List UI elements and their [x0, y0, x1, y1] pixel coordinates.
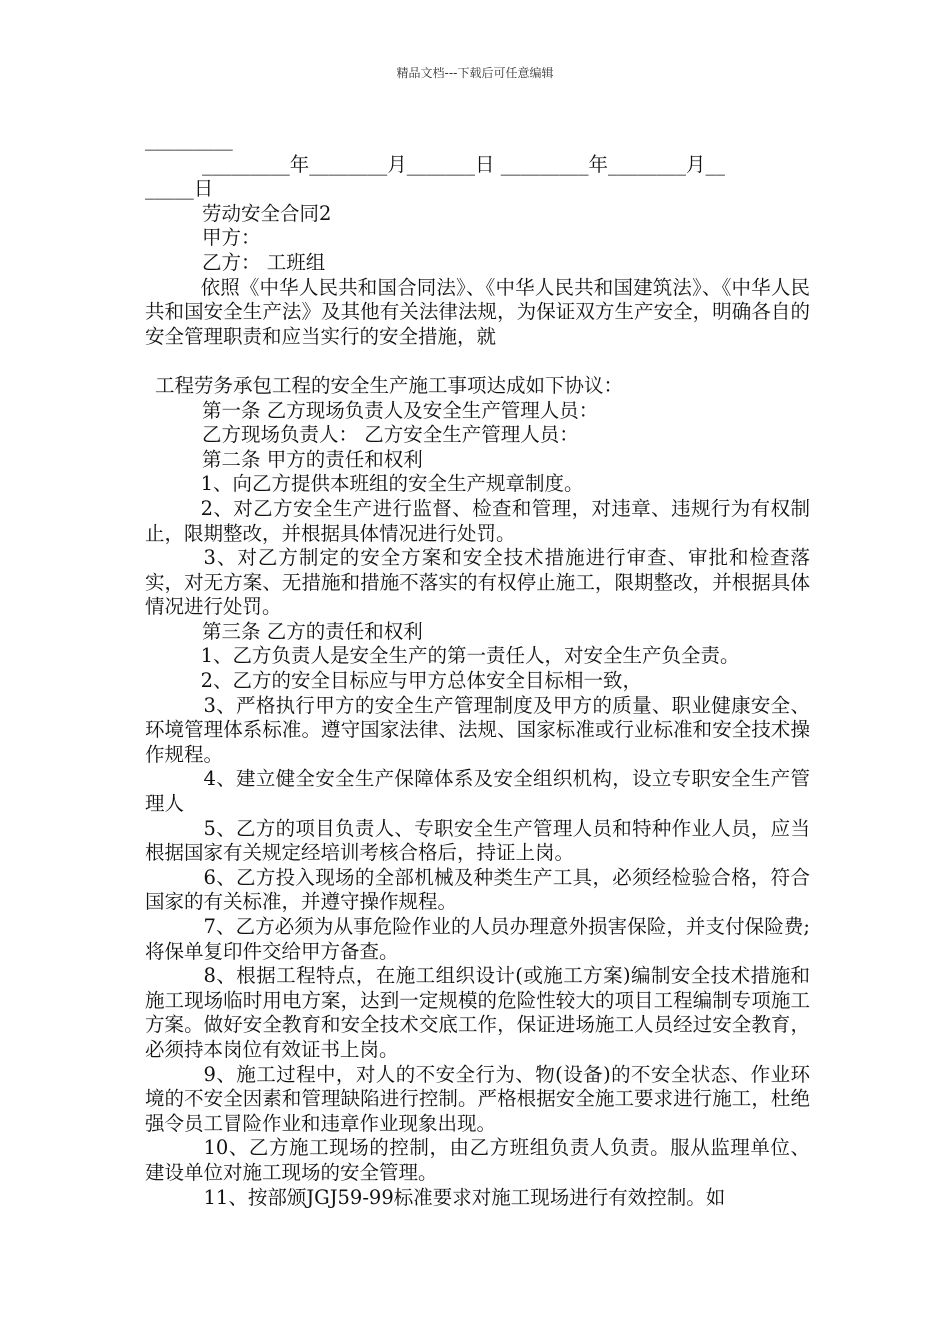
article-1-title: 第一条 乙方现场负责人及安全生产管理人员：	[202, 398, 599, 422]
date-line: _________年________月_______日 _________年________月__	[202, 152, 725, 176]
date-line-continued: _____日	[145, 177, 214, 201]
article-2-item: 1、向乙方提供本班组的安全生产规章制度。	[200, 472, 584, 496]
article-3-item: 3、严格执行甲方的安全生产管理制度及甲方的质量、职业健康安全、环境管理体系标准。遵守国家法律、法规、国家标准或行业标准和安全技术操作规程。	[145, 693, 810, 766]
intro-continued: 工程劳务承包工程的安全生产施工事项达成如下协议：	[155, 373, 624, 397]
top-rule: _________	[145, 128, 233, 151]
document-body	[145, 128, 810, 1210]
article-2-item: 3、对乙方制定的安全方案和安全技术措施进行审查、审批和检查落实，对无方案、无措施和措施不落实的有权停止施工，限期整改，并根据具体情况进行处罚。	[145, 546, 810, 619]
article-3-item: 10、乙方施工现场的控制，由乙方班组负责人负责。服从监理单位、建设单位对施工现场的安全管理。	[145, 1136, 810, 1184]
intro-paragraph: 依照《中华人民共和国合同法》、《中华人民共和国建筑法》、《中华人民共和国安全生产法》及其他有关法律法规，为保证双方生产安全，明确各自的安全管理职责和应当实行的安全措施，就	[145, 275, 810, 348]
article-3-item: 4、建立健全安全生产保障体系及安全组织机构，设立专职安全生产管理人	[145, 767, 810, 816]
article-3-title: 第三条 乙方的责任和权利	[202, 619, 423, 643]
contract-title: 劳动安全合同2	[202, 201, 332, 225]
blank-line	[145, 349, 810, 374]
article-3-item: 8、根据工程特点，在施工组织设计(或施工方案)编制安全技术措施和施工现场临时用电方案，达到一定规模的危险性较大的项目工程编制专项施工方案。做好安全教育和安全技术交底工作，保证进场施工人员经过安全教育，必须持本岗位有效证书上岗。	[145, 964, 810, 1061]
party-b: 乙方： 工班组	[202, 250, 326, 274]
article-3-item: 7、乙方必须为从事危险作业的人员办理意外损害保险，并支付保险费;将保单复印件交给甲方备查。	[145, 915, 810, 963]
page-header: 精品文档---下载后可任意编辑	[396, 66, 554, 80]
article-1-body: 乙方现场负责人： 乙方安全生产管理人员：	[202, 423, 579, 447]
article-3-item: 6、乙方投入现场的全部机械及种类生产工具，必须经检验合格，符合国家的有关标准，并遵守操作规程。	[145, 865, 810, 914]
article-3-item: 2、乙方的安全目标应与甲方总体安全目标相一致，	[200, 669, 642, 693]
party-a: 甲方：	[202, 226, 261, 250]
article-3-item: 5、乙方的项目负责人、专职安全生产管理人员和特种作业人员，应当根据国家有关规定经培训考核合格后，持证上岗。	[145, 816, 810, 865]
article-3-item: 11、按部颁JGJ59-99标准要求对施工现场进行有效控制。如	[203, 1185, 726, 1209]
article-2-item: 2、对乙方安全生产进行监督、检查和管理，对违章、违规行为有权制止，限期整改，并根据具体情况进行处罚。	[145, 496, 810, 545]
article-2-title: 第二条 甲方的责任和权利	[202, 447, 423, 471]
article-3-item: 9、施工过程中，对人的不安全行为、物(设备)的不安全状态、作业环境的不安全因素和管理缺陷进行控制。严格根据安全施工要求进行施工，杜绝强令员工冒险作业和违章作业现象出现。	[145, 1062, 810, 1135]
article-3-item: 1、乙方负责人是安全生产的第一责任人，对安全生产负全责。	[200, 644, 740, 668]
